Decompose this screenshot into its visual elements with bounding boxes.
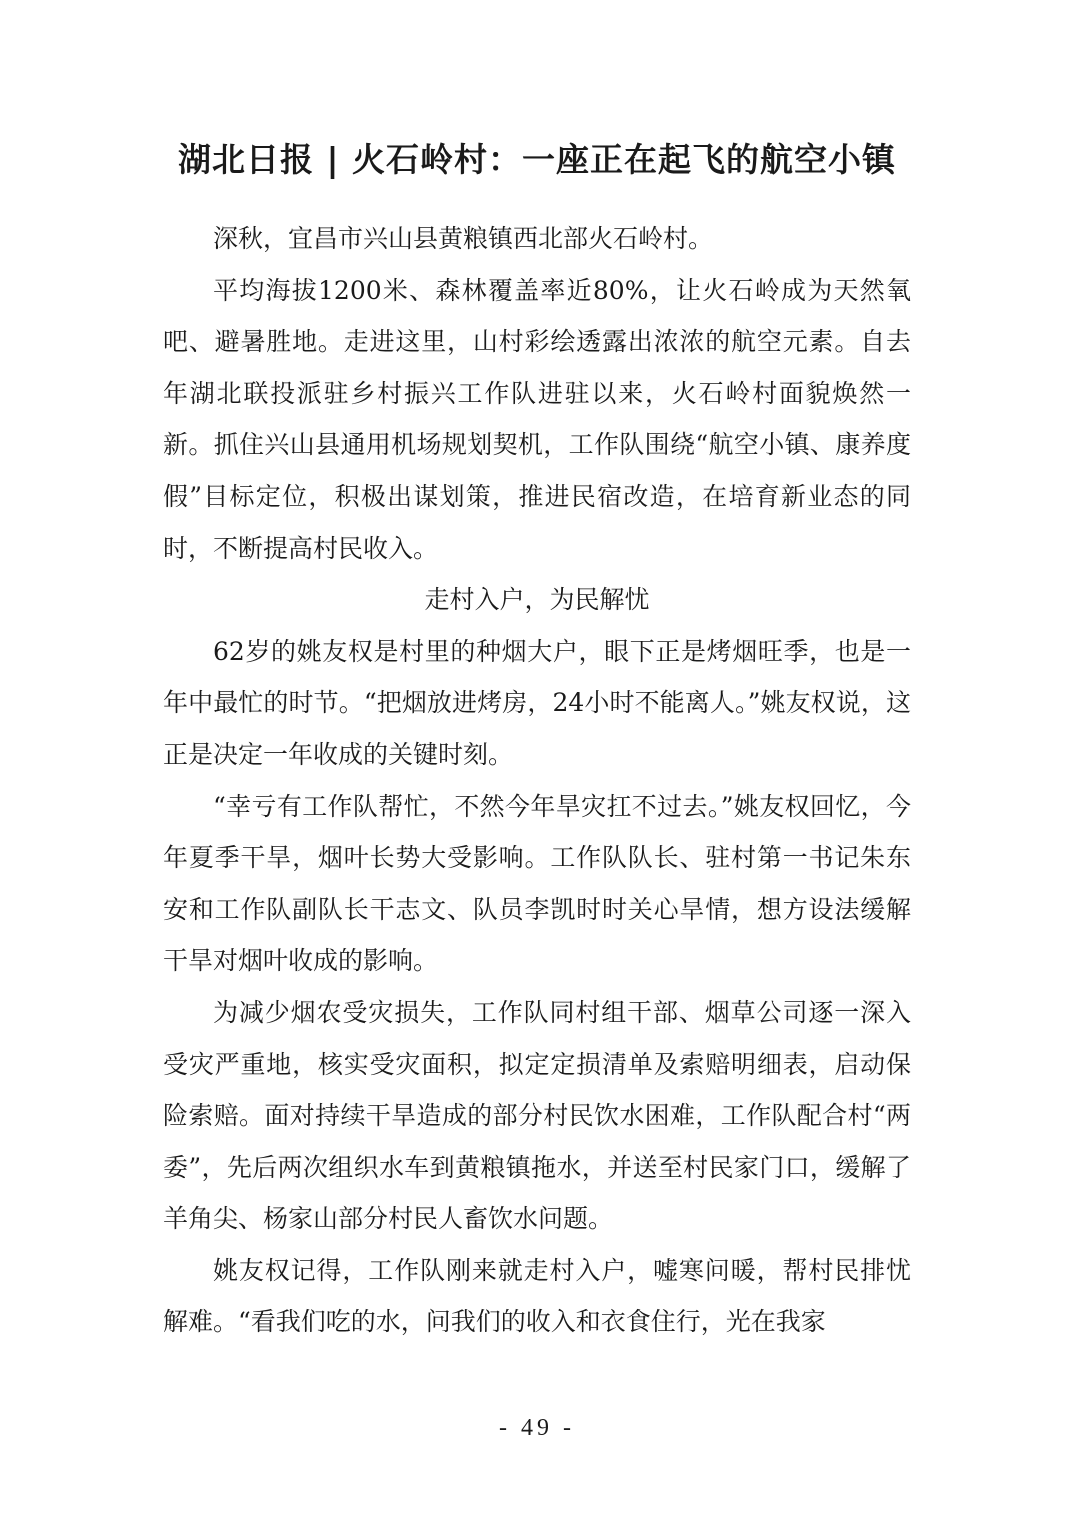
paragraph-3: 62岁的姚友权是村里的种烟大户，眼下正是烤烟旺季，也是一年中最忙的时节。“把烟放进烤房，24小时不能离人。”姚友权说，这正是决定一年收成的关键时刻。	[163, 636, 911, 769]
page-number: - 49 -	[499, 1415, 575, 1441]
article-title: 湖北日报 | 火石岭村：一座正在起飞的航空小镇	[177, 140, 897, 179]
paragraph-2: 平均海拔1200米、森林覆盖率近80%，让火石岭成为天然氧吧、避暑胜地。走进这里，山村彩绘透露出浓浓的航空元素。自去年湖北联投派驻乡村振兴工作队进驻以来，火石岭村面貌焕然一新。抓住兴山县通用机场规划契机，工作队围绕“航空小镇、康养度假”目标定位，积极出谋划策，推进民宿改造，在培育新业态的同时，不断提高村民收入。	[163, 275, 911, 563]
section-subheading: 走村入户，为民解忧	[424, 585, 650, 615]
article-body	[163, 213, 911, 1348]
paragraph-5: 为减少烟农受灾损失，工作队同村组干部、烟草公司逐一深入受灾严重地，核实受灾面积，拟定定损清单及索赔明细表，启动保险索赔。面对持续干旱造成的部分村民饮水困难，工作队配合村“两委”，先后两次组织水车到黄粮镇拖水，并送至村民家门口，缓解了羊角尖、杨家山部分村民人畜饮水问题。	[163, 997, 911, 1234]
paragraph-1: 深秋，宜昌市兴山县黄粮镇西北部火石岭村。	[213, 224, 714, 253]
paragraph-6: 姚友权记得，工作队刚来就走村入户，嘘寒问暖，帮村民排忧解难。“看我们吃的水，问我们的收入和衣食住行，光在我家	[163, 1255, 911, 1337]
paragraph-4: “幸亏有工作队帮忙，不然今年旱灾扛不过去。”姚友权回忆，今年夏季干旱，烟叶长势大受影响。工作队队长、驻村第一书记朱东安和工作队副队长干志文、队员李凯时时关心旱情，想方设法缓解干旱对烟叶收成的影响。	[163, 791, 911, 976]
